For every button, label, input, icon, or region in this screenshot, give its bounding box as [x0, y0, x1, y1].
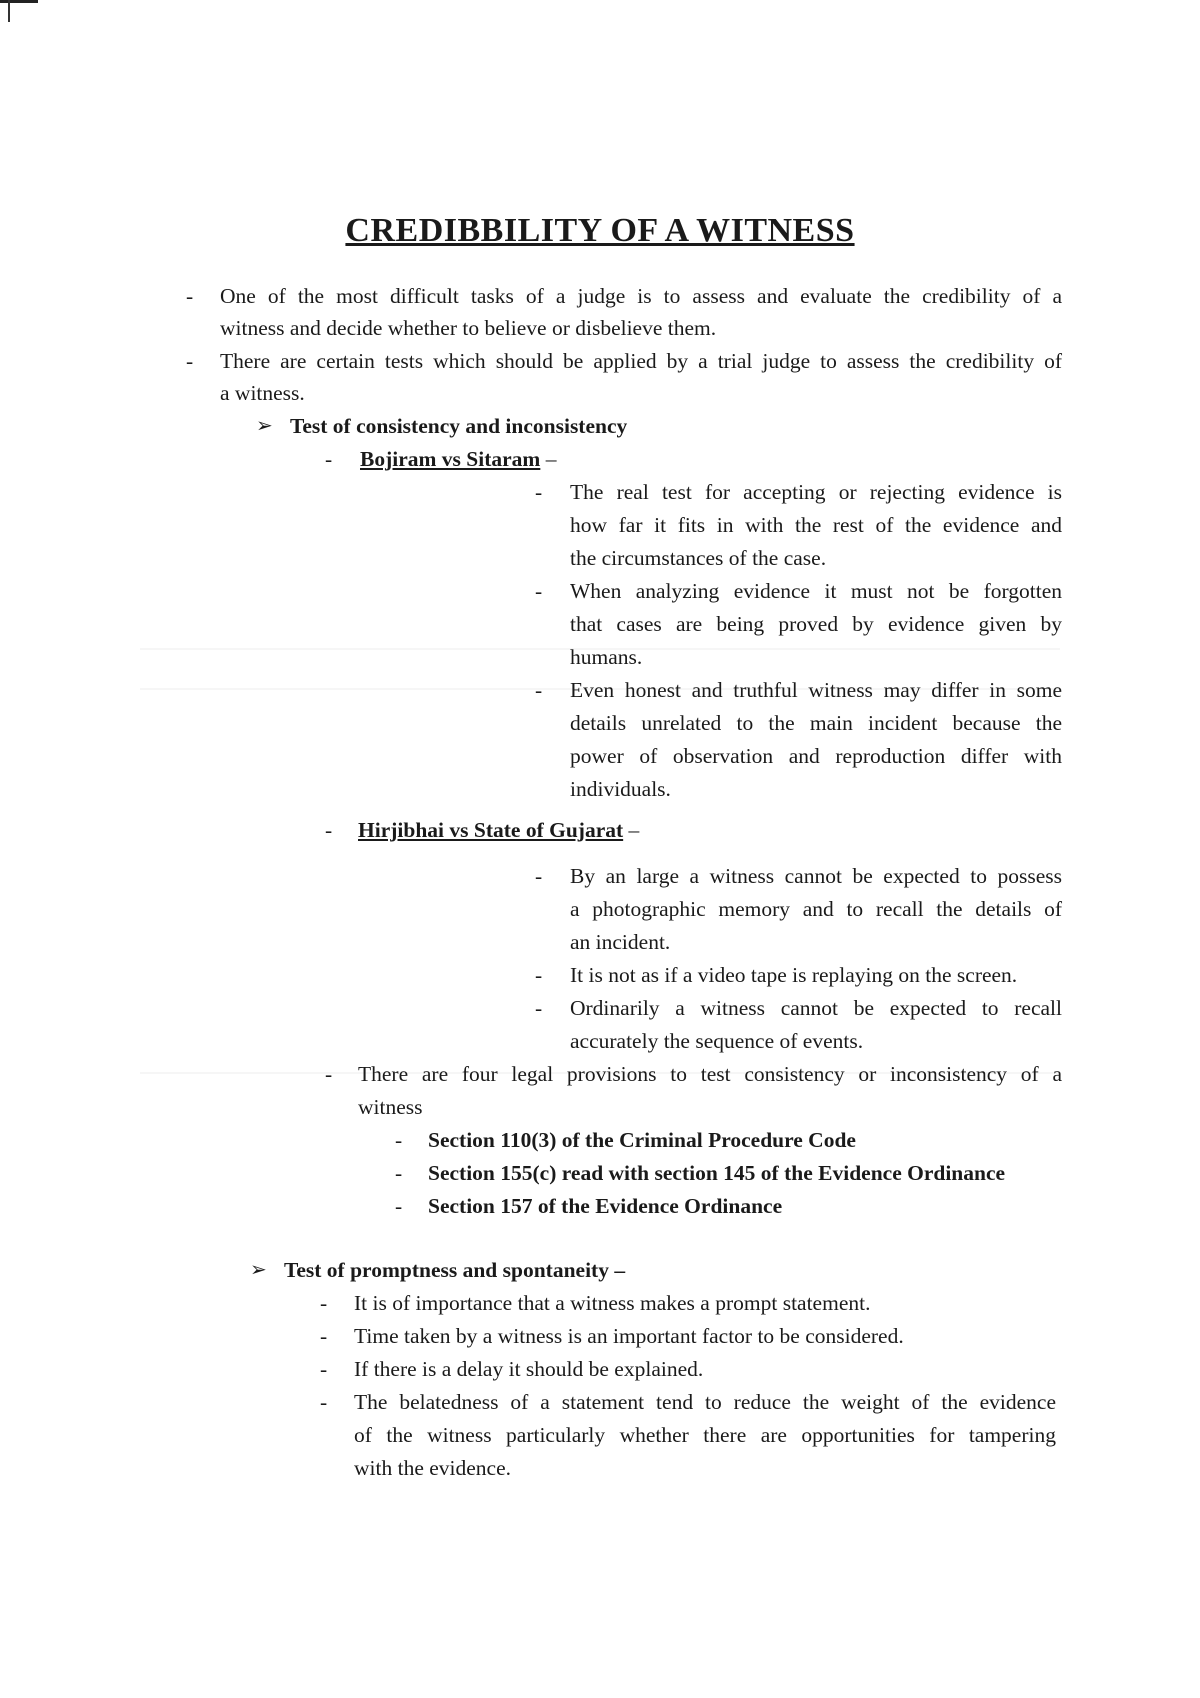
bullet-dash: -	[320, 1357, 328, 1381]
bojiram-point-3-line-3: power of observation and reproduction differ with	[570, 744, 1062, 768]
bullet-dash: -	[535, 579, 543, 603]
hirjibhai-point-2: It is not as if a video tape is replaying on the screen.	[570, 963, 1018, 987]
bullet-dash: -	[395, 1161, 403, 1185]
promptness-point-4-line-1: The belatedness of a statement tend to reduce the weight of the evidence	[354, 1390, 1056, 1414]
bullet-dash: -	[535, 963, 543, 987]
bullet-dash: -	[320, 1390, 328, 1414]
bojiram-point-1-line-1: The real test for accepting or rejecting evidence is	[570, 480, 1062, 504]
intro-paragraph-2-line-1: There are certain tests which should be applied by a trial judge to assess the credibility of	[220, 349, 1062, 373]
page-title: CREDIBBILITY OF A WITNESS	[345, 212, 855, 249]
bojiram-point-3-line-2: details unrelated to the main incident because the	[570, 711, 1062, 735]
arrow-bullet-icon: ➢	[256, 415, 273, 437]
case-name-bojiram: Bojiram vs Sitaram	[360, 447, 541, 471]
scan-corner-mark-vertical	[8, 0, 10, 22]
bullet-dash: -	[186, 284, 194, 308]
bullet-dash: -	[325, 447, 333, 471]
section-item: Section 157 of the Evidence Ordinance	[428, 1194, 783, 1218]
bojiram-point-2-line-1: When analyzing evidence it must not be forgotten	[570, 579, 1062, 603]
consistency-heading: Test of consistency and inconsistency	[290, 414, 628, 438]
section-item: Section 155(c) read with section 145 of the Evidence Ordinance	[428, 1161, 1006, 1185]
promptness-point-3: If there is a delay it should be explained.	[354, 1357, 704, 1381]
bullet-dash: -	[395, 1128, 403, 1152]
scan-corner-mark	[0, 0, 38, 3]
provisions-line-2: witness	[358, 1095, 423, 1119]
bullet-dash: -	[535, 864, 543, 888]
intro-paragraph-2-line-2: a witness.	[220, 381, 305, 405]
promptness-point-4-line-2: of the witness particularly whether there are opportunities for tampering	[354, 1423, 1056, 1447]
case-heading-hirjibhai	[358, 814, 639, 847]
bojiram-point-2-line-2: that cases are being proved by evidence given by	[570, 612, 1062, 636]
hirjibhai-point-3-line-1: Ordinarily a witness cannot be expected to recall	[570, 996, 1062, 1020]
provisions-line-1: There are four legal provisions to test consistency or inconsistency of a	[358, 1062, 1062, 1086]
bullet-dash: -	[320, 1291, 328, 1315]
bullet-dash: -	[395, 1194, 403, 1218]
bojiram-point-1-line-3: the circumstances of the case.	[570, 546, 827, 570]
arrow-bullet-icon: ➢	[250, 1259, 267, 1281]
hirjibhai-point-3-line-2: accurately the sequence of events.	[570, 1029, 864, 1053]
promptness-point-4-line-3: with the evidence.	[354, 1456, 512, 1480]
bullet-dash: -	[535, 678, 543, 702]
bojiram-point-1-line-2: how far it fits in with the rest of the evidence and	[570, 513, 1062, 537]
bullet-dash: -	[325, 1062, 333, 1086]
case-suffix: –	[540, 447, 557, 471]
promptness-point-2: Time taken by a witness is an important factor to be considered.	[354, 1324, 904, 1348]
case-suffix: –	[623, 818, 640, 842]
bullet-dash: -	[535, 480, 543, 504]
bullet-dash: -	[320, 1324, 328, 1348]
bojiram-point-3-line-4: individuals.	[570, 777, 671, 801]
bojiram-point-2-line-3: humans.	[570, 645, 643, 669]
promptness-point-1: It is of importance that a witness makes a prompt statement.	[354, 1291, 871, 1315]
bojiram-point-3-line-1: Even honest and truthful witness may differ in some	[570, 678, 1062, 702]
hirjibhai-point-1-line-1: By an large a witness cannot be expected to possess	[570, 864, 1062, 888]
bullet-dash: -	[186, 349, 194, 373]
bullet-dash: -	[535, 996, 543, 1020]
promptness-heading: Test of promptness and spontaneity –	[284, 1258, 626, 1282]
section-item: Section 110(3) of the Criminal Procedure Code	[428, 1128, 856, 1152]
case-heading-bojiram	[360, 443, 556, 476]
intro-paragraph-1-line-1: One of the most difficult tasks of a judge is to assess and evaluate the credibility of a	[220, 284, 1062, 308]
case-name-hirjibhai: Hirjibhai vs State of Gujarat	[358, 818, 624, 842]
hirjibhai-point-1-line-2: a photographic memory and to recall the details of	[570, 897, 1062, 921]
bullet-dash: -	[325, 818, 333, 842]
hirjibhai-point-1-line-3: an incident.	[570, 930, 671, 954]
intro-paragraph-1-line-2: witness and decide whether to believe or disbelieve them.	[220, 316, 717, 340]
